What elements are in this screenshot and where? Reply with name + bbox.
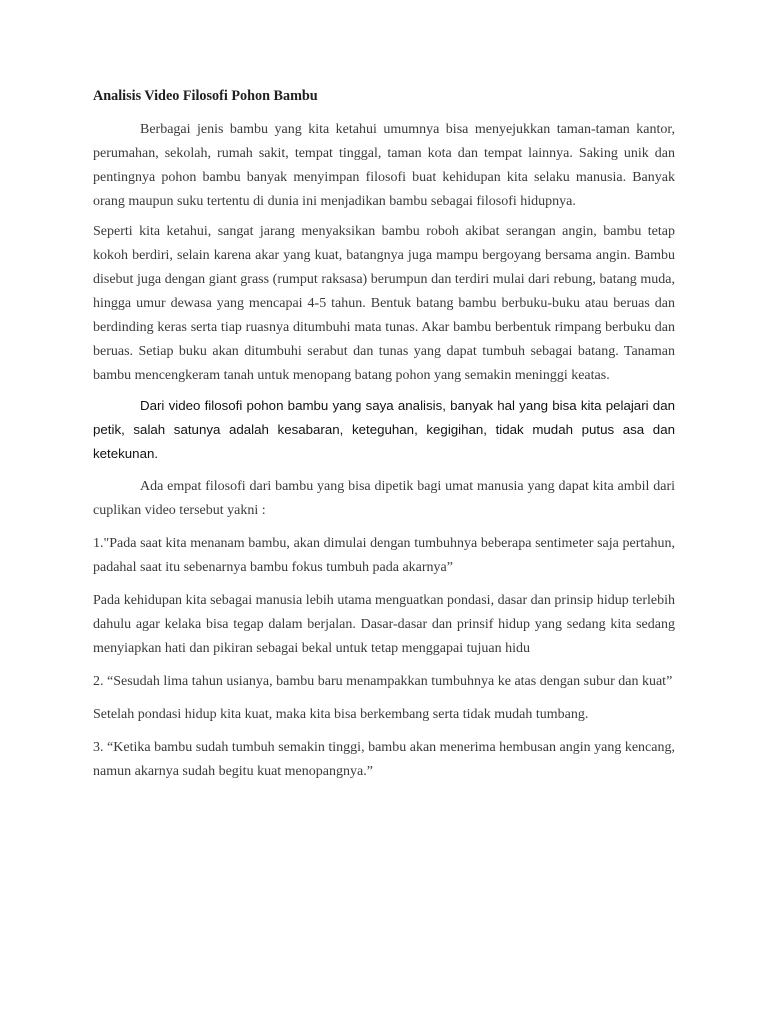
document-body bbox=[93, 86, 675, 784]
philosophy-1-quote: 1."Pada saat kita menanam bambu, akan dimulai dengan tumbuhnya beberapa sentimeter saja pertahun, padahal saat itu sebenarnya bambu fokus tumbuh pada akarnya” bbox=[93, 536, 675, 575]
paragraph-lessons: Dari video filosofi pohon bambu yang saya analisis, banyak hal yang bisa kita pelajari dan petik, salah satunya adalah kesabaran, keteguhan, kegigihan, tidak mudah putus asa dan ketekunan. bbox=[93, 398, 675, 461]
paragraph-bamboo-strength: Seperti kita ketahui, sangat jarang menyaksikan bambu roboh akibat serangan angin, bambu tetap kokoh berdiri, selain karena akar yang kuat, batangnya juga mampu bergoyang bersama angin. Bambu disebut juga dengan giant grass (rumput raksasa) berumpun dan terdiri mulai dari rebung, batang muda, hingga umur dewasa yang mencapai 4-5 tahun. Bentuk batang bambu berbuku-buku atau beruas dan berdinding keras serta tiap ruasnya ditumbuhi mata tunas. Akar bambu berbentuk rimpang berbuku dan beruas. Setiap buku akan ditumbuhi serabut dan tunas yang dapat tumbuh sebagai batang. Tanaman bambu mencengkeram tanah untuk menopang batang pohon yang semakin meninggi keatas. bbox=[93, 224, 675, 383]
philosophy-2-quote: 2. “Sesudah lima tahun usianya, bambu baru menampakkan tumbuhnya ke atas dengan subur dan kuat” bbox=[93, 674, 673, 689]
philosophy-2-explanation: Setelah pondasi hidup kita kuat, maka kita bisa berkembang serta tidak mudah tumbang. bbox=[93, 707, 589, 722]
paragraph-four-philosophies: Ada empat filosofi dari bambu yang bisa dipetik bagi umat manusia yang dapat kita ambil dari cuplikan video tersebut yakni : bbox=[93, 479, 675, 518]
paragraph-intro: Berbagai jenis bambu yang kita ketahui umumnya bisa menyejukkan taman-taman kantor, perumahan, sekolah, rumah sakit, tempat tinggal, taman kota dan tempat lainnya. Saking unik dan pentingnya pohon bambu banyak menyimpan filosofi buat kehidupan kita selaku manusia. Banyak orang maupun suku tertentu di dunia ini menjadikan bambu sebagai filosofi hidupnya. bbox=[93, 122, 675, 209]
philosophy-3-quote: 3. “Ketika bambu sudah tumbuh semakin tinggi, bambu akan menerima hembusan angin yang kencang, namun akarnya sudah begitu kuat menopangnya.” bbox=[93, 740, 675, 779]
document-title: Analisis Video Filosofi Pohon Bambu bbox=[93, 88, 318, 104]
philosophy-1-explanation: Pada kehidupan kita sebagai manusia lebih utama menguatkan pondasi, dasar dan prinsip hidup terlebih dahulu agar kelaka bisa tegap dalam berjalan. Dasar-dasar dan prinsif hidup yang sedang kita sedang menyiapkan hati dan pikiran sebagai bekal untuk tetap menggapai tujuan hidu bbox=[93, 593, 675, 656]
